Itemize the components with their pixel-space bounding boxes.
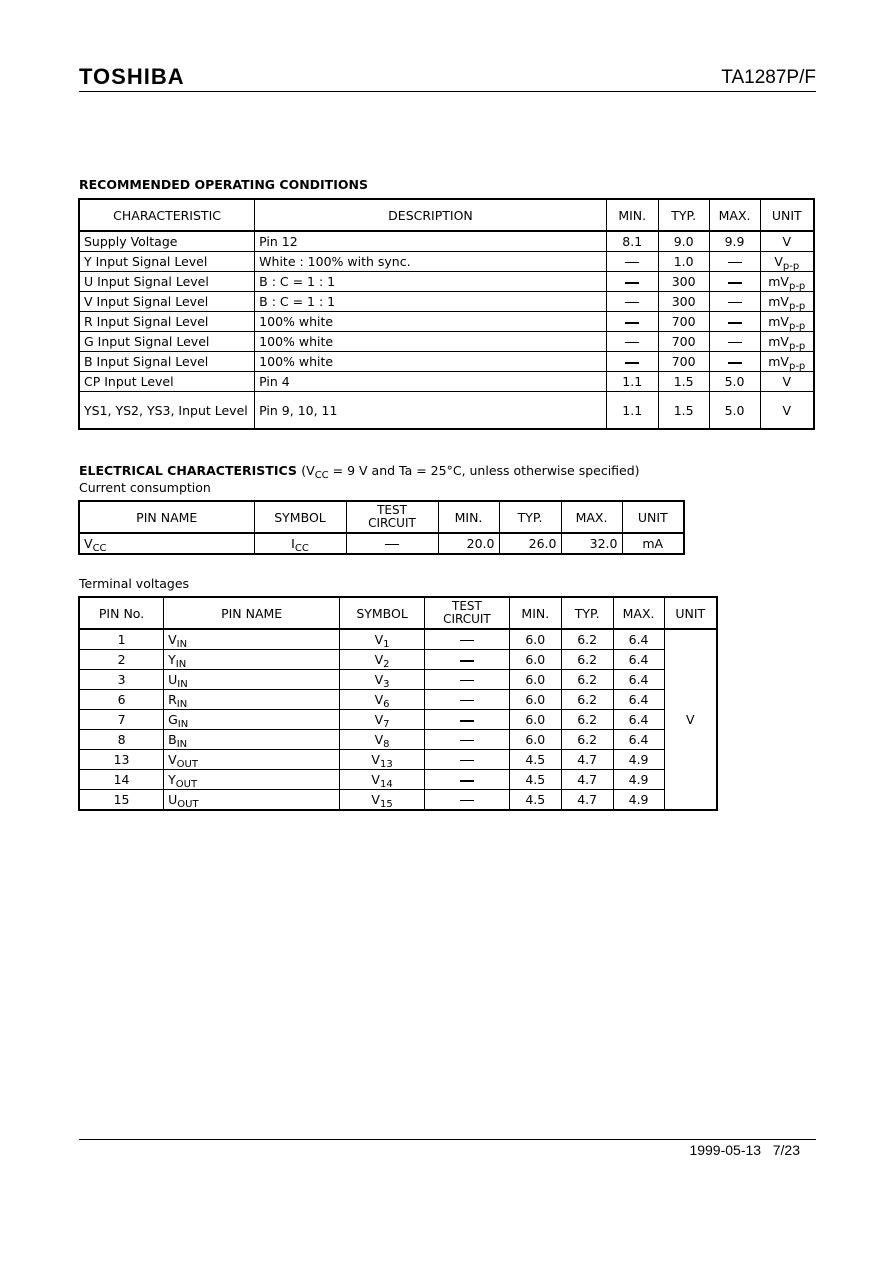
dash-mark <box>460 760 474 761</box>
term-unit: V <box>664 629 717 810</box>
term-min: 4.5 <box>509 790 561 811</box>
term-pin-no: 7 <box>79 710 164 730</box>
footer-date: 1999-05-13 <box>689 1142 762 1158</box>
rec-characteristic: CP Input Level <box>79 372 255 392</box>
rec-row <box>79 352 814 372</box>
term-pin-name <box>164 790 340 811</box>
term-max: 6.4 <box>613 690 664 710</box>
term-symbol-sub: 14 <box>379 779 393 790</box>
term-pin-name <box>164 690 340 710</box>
rec-max <box>709 272 760 292</box>
term-row <box>79 790 717 811</box>
term-pin-name-main: Y <box>168 772 176 787</box>
current-unit: mA <box>622 533 684 554</box>
term-test-circuit <box>424 629 509 650</box>
term-pin-name <box>164 770 340 790</box>
term-typ: 4.7 <box>561 770 613 790</box>
term-pin-name <box>164 730 340 750</box>
rec-unit-main: V <box>782 234 792 249</box>
term-symbol-sub: 7 <box>383 719 390 730</box>
rec-unit-main: mV <box>768 334 789 349</box>
rec-description: 100% white <box>255 332 607 352</box>
term-pin-name-sub: OUT <box>177 799 199 810</box>
term-min: 4.5 <box>509 750 561 770</box>
term-pin-no: 1 <box>79 629 164 650</box>
term-symbol-main: V <box>371 772 380 787</box>
rec-description: White : 100% with sync. <box>255 252 607 272</box>
dash-mark <box>385 544 399 545</box>
rec-table <box>78 198 815 430</box>
term-pin-name <box>164 710 340 730</box>
current-col-unit: UNIT <box>622 501 684 533</box>
rec-col-characteristic: CHARACTERISTIC <box>79 199 255 231</box>
term-typ: 4.7 <box>561 750 613 770</box>
term-pin-name-sub: IN <box>176 699 188 710</box>
elec-title-prefix: (V <box>301 463 315 478</box>
term-symbol-sub: 15 <box>379 799 393 810</box>
term-pin-name-main: V <box>168 632 177 647</box>
term-title: Terminal voltages <box>79 576 190 591</box>
term-symbol-sub: 2 <box>383 659 390 670</box>
footer-page: 7/23 <box>772 1142 800 1158</box>
rec-title: RECOMMENDED OPERATING CONDITIONS <box>79 177 368 192</box>
rec-unit-sub: p-p <box>788 341 806 352</box>
rec-row <box>79 272 814 292</box>
current-col-test-circuit <box>346 501 438 533</box>
rec-typ: 1.0 <box>658 252 709 272</box>
term-header-row <box>79 597 717 629</box>
term-symbol-main: V <box>374 692 384 707</box>
rec-row <box>79 292 814 312</box>
term-max: 6.4 <box>613 710 664 730</box>
rec-min: 1.1 <box>606 372 658 392</box>
current-symbol-main: I <box>291 536 295 551</box>
dash-mark <box>625 362 639 364</box>
term-pin-name-sub: IN <box>175 659 187 670</box>
rec-unit <box>760 252 814 272</box>
term-test-circuit <box>424 650 509 670</box>
rec-description: 100% white <box>255 312 607 332</box>
term-min: 6.0 <box>509 629 561 650</box>
current-table <box>78 500 685 555</box>
elec-title <box>79 463 640 481</box>
term-pin-name-sub: OUT <box>175 779 198 790</box>
rec-characteristic: V Input Signal Level <box>79 292 255 312</box>
rec-max <box>709 352 760 372</box>
term-test-circuit <box>424 690 509 710</box>
current-col-symbol: SYMBOL <box>254 501 346 533</box>
rec-min <box>606 292 658 312</box>
rec-description: B : C = 1 : 1 <box>255 272 607 292</box>
term-symbol-main: V <box>374 672 384 687</box>
term-row <box>79 650 717 670</box>
rec-description: Pin 4 <box>255 372 607 392</box>
term-symbol <box>340 670 425 690</box>
term-symbol-main: V <box>374 732 384 747</box>
term-row <box>79 750 717 770</box>
current-col-min: MIN. <box>438 501 499 533</box>
term-row <box>79 690 717 710</box>
term-typ: 6.2 <box>561 710 613 730</box>
term-col-pin-no: PIN No. <box>79 597 164 629</box>
dash-mark <box>460 800 474 801</box>
current-pin-name-sub: CC <box>92 543 107 554</box>
term-col-typ: TYP. <box>561 597 613 629</box>
dash-mark <box>625 302 639 303</box>
term-symbol-main: V <box>371 792 380 807</box>
term-typ: 6.2 <box>561 670 613 690</box>
current-col-typ: TYP. <box>499 501 561 533</box>
term-pin-no: 13 <box>79 750 164 770</box>
term-max: 6.4 <box>613 629 664 650</box>
term-pin-name-main: V <box>168 752 177 767</box>
term-max: 6.4 <box>613 730 664 750</box>
dash-mark <box>625 262 639 263</box>
dash-mark <box>728 282 742 284</box>
term-typ: 6.2 <box>561 650 613 670</box>
term-min: 6.0 <box>509 730 561 750</box>
term-symbol <box>340 790 425 811</box>
current-header-row <box>79 501 684 533</box>
term-symbol <box>340 710 425 730</box>
current-symbol <box>254 533 346 554</box>
term-pin-name-main: R <box>168 692 177 707</box>
rec-typ: 9.0 <box>658 231 709 252</box>
rec-typ: 700 <box>658 332 709 352</box>
term-symbol <box>340 770 425 790</box>
term-pin-name-sub: IN <box>176 739 188 750</box>
term-test-circuit <box>424 730 509 750</box>
dash-mark <box>625 342 639 343</box>
elec-title-rest: = 9 V and Ta = 25°C, unless otherwise specified) <box>328 463 640 478</box>
rec-max <box>709 332 760 352</box>
term-max: 4.9 <box>613 750 664 770</box>
dash-mark <box>460 720 474 722</box>
rec-row <box>79 372 814 392</box>
term-symbol-main: V <box>374 712 384 727</box>
term-symbol-sub: 13 <box>379 759 393 770</box>
term-pin-no: 14 <box>79 770 164 790</box>
term-pin-name-main: U <box>168 792 178 807</box>
term-test-circuit <box>424 710 509 730</box>
term-symbol-main: V <box>371 752 380 767</box>
rec-description: Pin 9, 10, 11 <box>255 392 607 430</box>
rec-characteristic: Y Input Signal Level <box>79 252 255 272</box>
rec-unit <box>760 352 814 372</box>
current-title: Current consumption <box>79 480 211 495</box>
rec-max <box>709 292 760 312</box>
rec-unit-sub: p-p <box>788 361 806 372</box>
term-symbol <box>340 629 425 650</box>
footer <box>689 1142 800 1158</box>
part-number: TA1287P/F <box>721 67 816 88</box>
rec-row <box>79 312 814 332</box>
term-col-test-circuit <box>424 597 509 629</box>
rec-unit-sub: p-p <box>782 261 800 272</box>
current-pin-name <box>79 533 254 554</box>
rec-typ: 300 <box>658 272 709 292</box>
dash-mark <box>460 740 474 741</box>
current-pin-name-main: V <box>84 536 93 551</box>
rec-unit <box>760 392 814 430</box>
term-min: 6.0 <box>509 690 561 710</box>
term-symbol <box>340 690 425 710</box>
term-symbol-main: V <box>374 632 384 647</box>
term-pin-no: 15 <box>79 790 164 811</box>
term-min: 6.0 <box>509 650 561 670</box>
term-pin-no: 6 <box>79 690 164 710</box>
brand-logo: TOSHIBA <box>79 64 185 89</box>
rec-unit-main: V <box>774 254 783 269</box>
rec-unit <box>760 312 814 332</box>
rec-unit-main: mV <box>768 274 789 289</box>
dash-mark <box>728 342 742 343</box>
rec-unit <box>760 231 814 252</box>
term-row <box>79 770 717 790</box>
rec-unit-main: mV <box>768 314 789 329</box>
rec-description: 100% white <box>255 352 607 372</box>
rec-typ: 700 <box>658 352 709 372</box>
term-typ: 4.7 <box>561 790 613 811</box>
rec-description: Pin 12 <box>255 231 607 252</box>
term-pin-name-main: G <box>168 712 178 727</box>
current-row-vcc <box>79 533 684 554</box>
dash-mark <box>460 680 474 681</box>
term-pin-no: 8 <box>79 730 164 750</box>
term-typ: 6.2 <box>561 730 613 750</box>
rec-col-min: MIN. <box>606 199 658 231</box>
dash-mark <box>728 322 742 324</box>
rec-col-unit: UNIT <box>760 199 814 231</box>
rec-unit-sub: p-p <box>788 321 806 332</box>
rec-typ: 300 <box>658 292 709 312</box>
term-pin-name-sub: IN <box>176 639 188 650</box>
term-col-unit: UNIT <box>664 597 717 629</box>
term-pin-name-sub: IN <box>177 719 189 730</box>
rec-row <box>79 231 814 252</box>
term-row <box>79 710 717 730</box>
rec-col-typ: TYP. <box>658 199 709 231</box>
rec-unit-main: V <box>782 402 792 418</box>
term-col-min: MIN. <box>509 597 561 629</box>
term-min: 6.0 <box>509 670 561 690</box>
rec-min: 8.1 <box>606 231 658 252</box>
term-symbol-sub: 8 <box>383 739 390 750</box>
term-pin-no: 3 <box>79 670 164 690</box>
term-symbol-sub: 6 <box>383 699 390 710</box>
current-col-pin-name: PIN NAME <box>79 501 254 533</box>
rec-row <box>79 332 814 352</box>
term-test-circuit-label: TEST CIRCUIT <box>443 599 491 626</box>
term-pin-name-sub: OUT <box>176 759 198 770</box>
dash-mark <box>625 282 639 284</box>
term-max: 4.9 <box>613 790 664 811</box>
term-symbol <box>340 730 425 750</box>
rec-min: 1.1 <box>606 392 658 430</box>
rec-characteristic: R Input Signal Level <box>79 312 255 332</box>
rec-unit-main: V <box>782 374 792 389</box>
rec-unit <box>760 292 814 312</box>
term-test-circuit <box>424 770 509 790</box>
dash-mark <box>460 660 474 662</box>
rec-max: 5.0 <box>709 372 760 392</box>
term-test-circuit <box>424 670 509 690</box>
term-pin-name <box>164 750 340 770</box>
rec-min <box>606 332 658 352</box>
term-pin-name <box>164 629 340 650</box>
term-col-symbol: SYMBOL <box>340 597 425 629</box>
dash-mark <box>460 700 474 701</box>
term-pin-name-main: U <box>168 672 178 687</box>
rec-characteristic: YS1, YS2, YS3, Input Level <box>79 392 255 430</box>
rec-row <box>79 252 814 272</box>
term-typ: 6.2 <box>561 690 613 710</box>
term-test-circuit <box>424 790 509 811</box>
term-symbol <box>340 650 425 670</box>
rec-unit <box>760 332 814 352</box>
rec-characteristic: U Input Signal Level <box>79 272 255 292</box>
rec-description: B : C = 1 : 1 <box>255 292 607 312</box>
rec-max <box>709 252 760 272</box>
term-pin-name <box>164 670 340 690</box>
rec-characteristic: B Input Signal Level <box>79 352 255 372</box>
term-row <box>79 629 717 650</box>
rec-unit <box>760 272 814 292</box>
term-table <box>78 596 718 811</box>
dash-mark <box>625 322 639 324</box>
term-row <box>79 730 717 750</box>
dash-mark <box>460 780 474 782</box>
term-min: 4.5 <box>509 770 561 790</box>
rec-min <box>606 352 658 372</box>
term-max: 6.4 <box>613 670 664 690</box>
rec-row <box>79 392 814 430</box>
rec-typ: 1.5 <box>658 372 709 392</box>
term-pin-name <box>164 650 340 670</box>
rec-unit-sub: p-p <box>788 281 806 292</box>
term-pin-name-main: Y <box>168 652 176 667</box>
term-min: 6.0 <box>509 710 561 730</box>
term-pin-no: 2 <box>79 650 164 670</box>
elec-title-bold: ELECTRICAL CHARACTERISTICS <box>79 463 297 478</box>
rec-col-max: MAX. <box>709 199 760 231</box>
current-max: 32.0 <box>561 533 622 554</box>
term-pin-name-sub: IN <box>177 679 188 690</box>
term-symbol <box>340 750 425 770</box>
dash-mark <box>728 262 742 263</box>
rec-col-description: DESCRIPTION <box>255 199 607 231</box>
current-typ: 26.0 <box>499 533 561 554</box>
rec-min <box>606 312 658 332</box>
current-test-circuit <box>346 533 438 554</box>
rec-typ: 1.5 <box>658 392 709 430</box>
term-symbol-sub: 3 <box>383 679 390 690</box>
dash-mark <box>728 362 742 364</box>
current-symbol-sub: CC <box>294 543 309 554</box>
dash-mark <box>460 640 474 641</box>
term-symbol-main: V <box>374 652 384 667</box>
term-max: 4.9 <box>613 770 664 790</box>
term-col-pin-name: PIN NAME <box>164 597 340 629</box>
term-max: 6.4 <box>613 650 664 670</box>
rec-characteristic: Supply Voltage <box>79 231 255 252</box>
header-rule <box>79 91 816 92</box>
rec-characteristic: G Input Signal Level <box>79 332 255 352</box>
term-typ: 6.2 <box>561 629 613 650</box>
rec-unit <box>760 372 814 392</box>
rec-unit-main: mV <box>768 354 789 369</box>
rec-max: 5.0 <box>709 392 760 430</box>
term-pin-name-main: B <box>168 732 177 747</box>
dash-mark <box>728 302 742 303</box>
elec-title-sub: CC <box>314 470 329 481</box>
current-col-max: MAX. <box>561 501 622 533</box>
rec-unit-sub: p-p <box>788 301 806 312</box>
rec-typ: 700 <box>658 312 709 332</box>
rec-max <box>709 312 760 332</box>
footer-rule <box>79 1139 816 1140</box>
rec-min <box>606 272 658 292</box>
rec-header-row <box>79 199 814 231</box>
rec-unit-main: mV <box>768 294 789 309</box>
current-test-circuit-label: TEST CIRCUIT <box>368 503 416 530</box>
current-min: 20.0 <box>438 533 499 554</box>
term-col-max: MAX. <box>613 597 664 629</box>
rec-min <box>606 252 658 272</box>
term-row <box>79 670 717 690</box>
term-symbol-sub: 1 <box>383 639 390 650</box>
rec-max: 9.9 <box>709 231 760 252</box>
term-test-circuit <box>424 750 509 770</box>
